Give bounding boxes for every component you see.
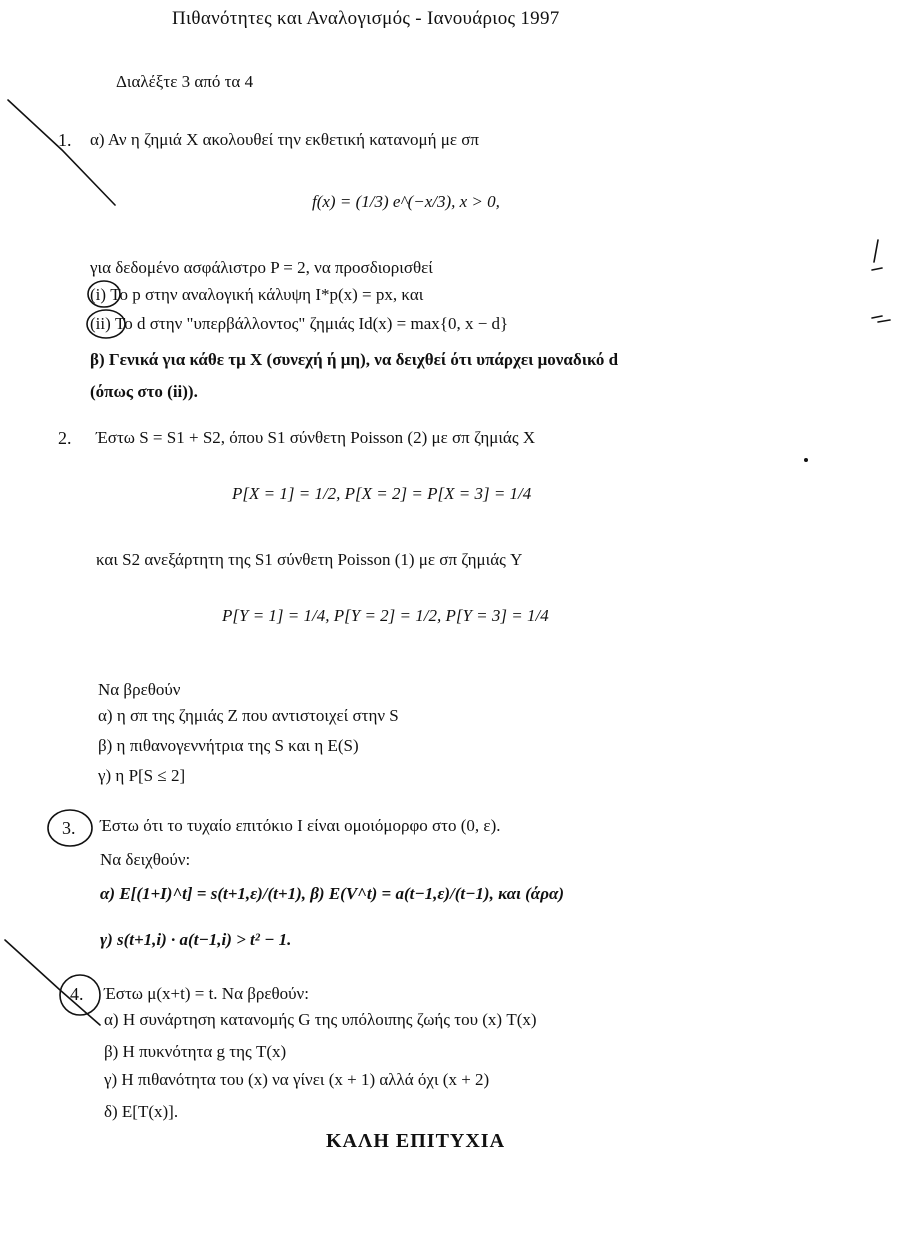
problem-2-line-1: Να βρεθούν	[98, 680, 181, 699]
strike-problem-4	[5, 940, 100, 1025]
problem-2-line-4: γ) η P[S ≤ 2]	[98, 766, 186, 785]
problem-1-line-3: (ii) Το d στην "υπερβάλλοντος" ζημιάς Id(x) = max{0, x − d}	[90, 314, 509, 333]
good-luck-footer: ΚΑΛΗ ΕΠΙΤΥΧΙΑ	[326, 1130, 506, 1152]
problem-2-line-3: β) η πιθανογεννήτρια της S και η E(S)	[98, 736, 359, 755]
problem-2-number: 2.	[58, 428, 72, 448]
circle-problem-3	[48, 810, 92, 846]
problem-2-intro: Έστω S = S1 + S2, όπου S1 σύνθετη Poisson (2) με σπ ζημιάς X	[96, 428, 536, 447]
problem-2-formula-x: P[X = 1] = 1/2, P[X = 2] = P[X = 3] = 1/4	[232, 484, 532, 503]
problem-1-number: 1.	[58, 130, 72, 150]
problem-3-number: 3.	[62, 818, 76, 838]
problem-4-line-1: α) Η συνάρτηση κατανομής G της υπόλοιπης ζωής του (x) T(x)	[104, 1010, 537, 1029]
circle-item-i	[88, 281, 120, 307]
problem-1-line-2: (i) Το p στην αναλογική κάλυψη I*p(x) = px, και	[90, 285, 424, 304]
margin-mark-1	[872, 240, 882, 270]
problem-4-line-2: β) Η πυκνότητα g της T(x)	[104, 1042, 287, 1061]
problem-3-line-3: γ) s(t+1,i) · a(t−1,i) > t² − 1.	[100, 930, 292, 949]
margin-mark-2	[872, 316, 890, 322]
problem-3-line-2: α) E[(1+I)^t] = s(t+1,ε)/(t+1), β) E(V^t) = a(t−1,ε)/(t−1), και (άρα)	[100, 884, 565, 903]
problem-2-formula-y: P[Y = 1] = 1/4, P[Y = 2] = 1/2, P[Y = 3] = 1/4	[222, 606, 549, 625]
page-title: Πιθανότητες και Αναλογισμός - Ιανουάριος 1997	[172, 8, 560, 29]
problem-3-intro: Έστω ότι το τυχαίο επιτόκιο I είναι ομοιόμορφο στο (0, ε).	[100, 816, 501, 835]
problem-1-intro: α) Αν η ζημιά X ακολουθεί την εκθετική κατανομή με σπ	[90, 130, 479, 149]
problem-1-line-4: β) Γενικά για κάθε τμ X (συνεχή ή μη), να δειχθεί ότι υπάρχει μοναδικό d	[90, 350, 619, 369]
problem-2-middle: και S2 ανεξάρτητη της S1 σύνθετη Poisson (1) με σπ ζημιάς Y	[96, 550, 523, 569]
problem-1-line-5: (όπως στο (ii)).	[90, 382, 198, 401]
problem-4-line-4: δ) E[T(x)].	[104, 1102, 179, 1121]
problem-3-line-1: Να δειχθούν:	[100, 850, 191, 869]
problem-2-line-2: α) η σπ της ζημιάς Z που αντιστοιχεί στην S	[98, 706, 399, 725]
problem-4-number: 4.	[70, 984, 84, 1004]
problem-1-formula: f(x) = (1/3) e^(−x/3), x > 0,	[312, 192, 500, 211]
instruction: Διαλέξτε 3 από τα 4	[116, 72, 254, 91]
circle-item-ii	[87, 310, 125, 338]
strike-problem-1	[8, 100, 115, 205]
problem-4-line-3: γ) Η πιθανότητα του (x) να γίνει (x + 1) αλλά όχι (x + 2)	[104, 1070, 490, 1089]
problem-1-line-1: για δεδομένο ασφάλιστρο P = 2, να προσδιορισθεί	[90, 258, 433, 277]
problem-4-intro: Έστω μ(x+t) = t. Να βρεθούν:	[104, 984, 309, 1003]
ink-dot	[804, 458, 808, 462]
